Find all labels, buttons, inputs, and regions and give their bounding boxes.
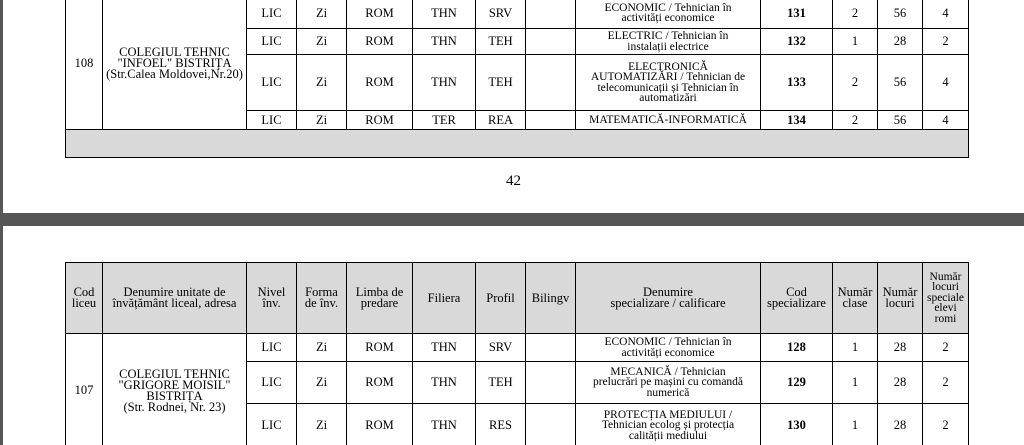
- school-name-address: [103, 0, 247, 130]
- header-line: Nivel: [257, 285, 286, 299]
- cell-cod-specializare: 130: [761, 404, 833, 445]
- header-nivel: [247, 263, 297, 334]
- header-line: clase: [842, 296, 868, 310]
- spec-line: MECANICĂ / Tehnician: [610, 365, 726, 378]
- document-page-bottom: [3, 226, 1024, 445]
- cell-profil: REA: [476, 111, 526, 130]
- school-name-line: "GRIGORE MOISIL": [118, 377, 231, 392]
- header-line: predare: [360, 296, 399, 310]
- cell-profil: TEH: [476, 29, 526, 55]
- spec-line: prelucrări pe mașini cu comandă: [592, 376, 744, 389]
- cell-filiera: THN: [413, 29, 476, 55]
- school-address: (Str. Rodnei, Nr. 23): [123, 399, 226, 414]
- cell-profil: TEH: [476, 55, 526, 111]
- header-line: locuri: [932, 281, 959, 294]
- cell-forma: Zi: [297, 111, 347, 130]
- header-line: Număr: [929, 270, 962, 283]
- cell-filiera: THN: [413, 404, 476, 445]
- cell-nivel: LIC: [247, 29, 297, 55]
- spec-line: ECONOMIC / Tehnician în: [604, 336, 732, 348]
- school-name-line: "INFOEL" BISTRIȚA: [117, 56, 232, 70]
- header-line: elevi: [934, 302, 957, 315]
- cell-locuri: 56: [878, 0, 923, 29]
- school-address: (Str.Calea Moldovei,Nr.20): [106, 67, 243, 81]
- cell-bilingv: [526, 334, 576, 362]
- cell-limba: ROM: [347, 111, 413, 130]
- cell-limba: ROM: [347, 334, 413, 362]
- cell-bilingv: [526, 404, 576, 445]
- cell-filiera: TER: [413, 111, 476, 130]
- cell-nivel: LIC: [247, 334, 297, 362]
- cell-clase: 2: [833, 0, 878, 29]
- cell-limba: ROM: [347, 362, 413, 404]
- cell-forma: Zi: [297, 0, 347, 29]
- cell-forma: Zi: [297, 404, 347, 445]
- table-row-spacer: [66, 130, 969, 158]
- cell-nivel: LIC: [247, 55, 297, 111]
- school-name-address: [103, 334, 247, 445]
- spec-line: MATEMATICĂ-INFORMATICĂ: [589, 113, 747, 126]
- cell-locuri: 28: [878, 362, 923, 404]
- cell-romi: 4: [923, 55, 969, 111]
- cell-limba: ROM: [347, 29, 413, 55]
- cell-locuri: 28: [878, 404, 923, 445]
- cell-specializare: [576, 29, 761, 55]
- header-limba: [347, 263, 413, 334]
- header-line: Număr: [882, 285, 918, 299]
- cell-bilingv: [526, 111, 576, 130]
- cell-specializare: [576, 0, 761, 29]
- spec-line: PROTECȚIA MEDIULUI /: [603, 408, 733, 421]
- header-numar-clase: [833, 263, 878, 334]
- cell-cod-specializare: 128: [761, 334, 833, 362]
- cell-filiera: THN: [413, 362, 476, 404]
- cell-forma: Zi: [297, 334, 347, 362]
- header-line: specializare: [767, 296, 826, 310]
- header-line: Denumire unitate de: [123, 285, 226, 299]
- spec-line: activități economice: [621, 12, 715, 24]
- cell-romi: 4: [923, 0, 969, 29]
- cell-clase: 1: [833, 362, 878, 404]
- cell-clase: 1: [833, 404, 878, 445]
- cell-filiera: THN: [413, 55, 476, 111]
- cell-romi: 2: [923, 362, 969, 404]
- cell-limba: ROM: [347, 404, 413, 445]
- cell-specializare: [576, 334, 761, 362]
- cell-cod-specializare: 129: [761, 362, 833, 404]
- cell-locuri: 28: [878, 334, 923, 362]
- page-number: 42: [506, 173, 521, 189]
- cell-romi: 2: [923, 404, 969, 445]
- header-cod-liceu: [66, 263, 103, 334]
- cell-cod-specializare: 134: [761, 111, 833, 130]
- header-cod-specializare: [761, 263, 833, 334]
- header-line: învățământ liceal, adresa: [112, 296, 237, 310]
- cell-nivel: LIC: [247, 0, 297, 29]
- cell-profil: TEH: [476, 362, 526, 404]
- spec-line: numerică: [646, 386, 690, 399]
- cell-clase: 2: [833, 111, 878, 130]
- header-bilingv: Bilingv: [526, 263, 576, 334]
- spec-line: AUTOMATIZĂRI / Tehnician de: [590, 71, 746, 83]
- school-code: 107: [66, 334, 103, 445]
- cell-clase: 1: [833, 334, 878, 362]
- cell-forma: Zi: [297, 362, 347, 404]
- header-filiera: Filiera: [413, 263, 476, 334]
- header-profil: Profil: [476, 263, 526, 334]
- cell-specializare: [576, 404, 761, 445]
- header-specializare: [576, 263, 761, 334]
- spec-line: instalații electrice: [627, 40, 709, 53]
- header-line: Cod: [786, 285, 807, 299]
- header-line: Denumire: [643, 285, 693, 299]
- table-row: [66, 334, 969, 362]
- school-name-line: BISTRIȚA: [146, 388, 203, 403]
- spec-line: ELECTRONICĂ: [628, 60, 708, 73]
- spec-line: ELECTRIC / Tehnician în: [607, 30, 729, 42]
- header-locuri-romi: [923, 263, 969, 334]
- table-row: [66, 0, 969, 29]
- header-line: speciale: [926, 291, 965, 304]
- header-line: specializare / calificare: [610, 296, 726, 310]
- spec-line: activități economice: [621, 346, 715, 359]
- cell-limba: ROM: [347, 55, 413, 111]
- spec-line: calității mediului: [628, 429, 708, 442]
- cell-cod-specializare: 132: [761, 29, 833, 55]
- cell-bilingv: [526, 55, 576, 111]
- cell-locuri: 28: [878, 29, 923, 55]
- header-line: romi: [934, 312, 957, 325]
- header-numar-locuri: [878, 263, 923, 334]
- cell-nivel: LIC: [247, 404, 297, 445]
- document-page-top: [3, 0, 1024, 213]
- school-name-line: COLEGIUL TEHNIC: [119, 45, 230, 59]
- header-line: Limba de: [355, 285, 404, 299]
- cell-nivel: LIC: [247, 362, 297, 404]
- cell-bilingv: [526, 362, 576, 404]
- header-line: liceu: [71, 296, 97, 310]
- cell-limba: ROM: [347, 0, 413, 29]
- spec-line: automatizări: [639, 92, 697, 104]
- spec-line: ECONOMIC / Tehnician în: [604, 1, 732, 14]
- header-line: înv.: [262, 296, 281, 310]
- spec-line: telecomunicații și Tehnician în: [597, 81, 739, 94]
- cell-specializare: [576, 362, 761, 404]
- cell-locuri: 56: [878, 111, 923, 130]
- cell-filiera: THN: [413, 0, 476, 29]
- cell-cod-specializare: 133: [761, 55, 833, 111]
- header-forma: [297, 263, 347, 334]
- cell-profil: SRV: [476, 0, 526, 29]
- grey-separator-row: [66, 130, 969, 158]
- spec-line: Tehnician ecolog și protecția: [601, 419, 735, 432]
- cell-profil: RES: [476, 404, 526, 445]
- header-line: Număr: [837, 285, 873, 299]
- cell-forma: Zi: [297, 55, 347, 111]
- cell-specializare: [576, 55, 761, 111]
- cell-filiera: THN: [413, 334, 476, 362]
- header-line: locuri: [885, 296, 915, 310]
- cell-romi: 4: [923, 111, 969, 130]
- cell-forma: Zi: [297, 29, 347, 55]
- cell-bilingv: [526, 29, 576, 55]
- school-code: 108: [66, 0, 103, 130]
- header-denumire-unitate: [103, 263, 247, 334]
- header-line: Forma: [305, 285, 338, 299]
- cell-locuri: 56: [878, 55, 923, 111]
- schools-table-bottom: [65, 262, 969, 445]
- cell-profil: SRV: [476, 334, 526, 362]
- schools-table-top: [65, 0, 969, 158]
- header-line: de înv.: [304, 296, 339, 310]
- cell-romi: 2: [923, 29, 969, 55]
- cell-bilingv: [526, 0, 576, 29]
- cell-romi: 2: [923, 334, 969, 362]
- cell-cod-specializare: 131: [761, 0, 833, 29]
- cell-clase: 1: [833, 29, 878, 55]
- cell-nivel: LIC: [247, 111, 297, 130]
- table-header-row: [66, 263, 969, 334]
- header-line: Cod: [73, 285, 95, 299]
- school-name-line: COLEGIUL TEHNIC: [119, 366, 230, 381]
- cell-clase: 2: [833, 55, 878, 111]
- cell-specializare: [576, 111, 761, 130]
